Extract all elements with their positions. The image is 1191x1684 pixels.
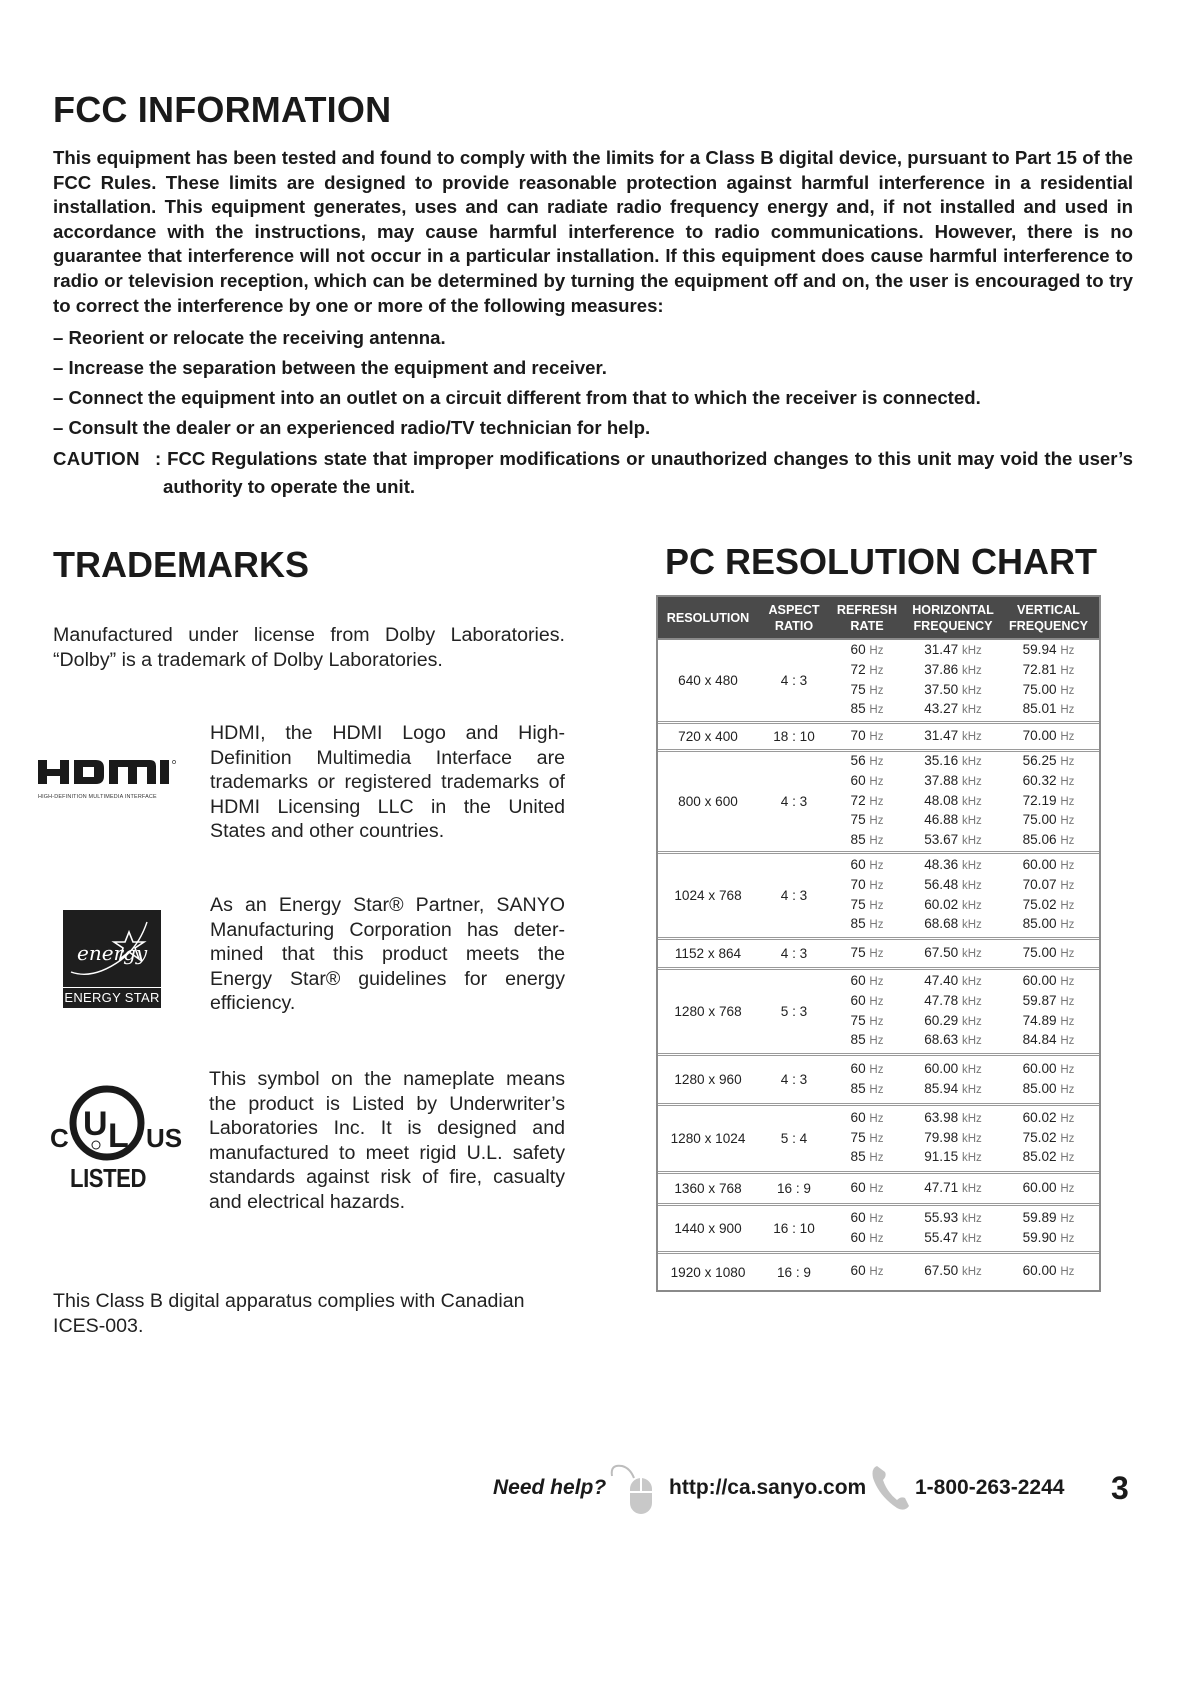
cell-horizontal-frequency (904, 1262, 1002, 1282)
refresh-value: 60 Hz (850, 1229, 884, 1245)
unit-label: kHz (961, 1112, 982, 1125)
refresh-value: 60 Hz (850, 772, 884, 788)
svg-text:energy: energy (77, 941, 148, 965)
unit-label: Hz (869, 756, 884, 768)
hfreq-value: 31.47 kHz (924, 727, 982, 743)
cell-vertical-frequency (1002, 1209, 1095, 1249)
svg-text:U: U (83, 1105, 108, 1143)
unit-label: Hz (1060, 1266, 1075, 1279)
hfreq-value: 79.98 kHz (924, 1129, 982, 1145)
unit-label: kHz (961, 975, 982, 988)
unit-label: Hz (1060, 1112, 1075, 1125)
vfreq-value: 85.00 Hz (1022, 916, 1075, 932)
hfreq-value: 63.98 kHz (924, 1109, 982, 1125)
cell-refresh (830, 944, 904, 964)
caution-text: : FCC Regulations state that improper modifications or unauthorized changes to this unit may void the user’s authority to operate the unit. (155, 448, 1133, 497)
unit-label: Hz (1060, 995, 1075, 1008)
vfreq-value: 60.00 Hz (1022, 1060, 1075, 1076)
caution-label: CAUTION (53, 448, 140, 469)
cell-resolution: 1152 x 864 (674, 946, 742, 961)
cell-aspect: 16 : 9 (776, 1264, 811, 1280)
hfreq-value: 60.00 kHz (924, 1060, 982, 1076)
hfreq-value: 68.68 kHz (924, 916, 982, 932)
ul-text: This symbol on the nameplate means the product is Listed by Underwriter’s Laboratories Inc. It is designed and manufactured to meet rigid U.L. safety standards against risk of fire, casualty and electrical hazards. (209, 1068, 565, 1213)
unit-label: kHz (961, 879, 982, 892)
unit-label: Hz (1060, 919, 1075, 932)
unit-label: Hz (1060, 684, 1075, 697)
cell-refresh (830, 1109, 904, 1168)
unit-label: Hz (1060, 730, 1075, 743)
cell-refresh (830, 1262, 904, 1282)
hfreq-value: 55.47 kHz (924, 1229, 982, 1245)
unit-label: kHz (961, 704, 982, 717)
unit-label: kHz (961, 919, 982, 932)
unit-label: kHz (961, 1083, 982, 1096)
table-row (658, 970, 1099, 1056)
fcc-title: FCC INFORMATION (53, 89, 392, 130)
table-row (658, 1206, 1099, 1254)
cell-horizontal-frequency (904, 1209, 1002, 1249)
refresh-value: 85 Hz (850, 916, 884, 932)
refresh-value: 75 Hz (850, 812, 884, 828)
table-row (658, 724, 1099, 752)
header-refresh (830, 602, 904, 634)
unit-label: Hz (1060, 1132, 1075, 1145)
unit-label: Hz (869, 947, 884, 960)
refresh-value: 60 Hz (850, 641, 884, 657)
unit-label: kHz (961, 775, 982, 788)
unit-label: Hz (1060, 1152, 1075, 1165)
vfreq-value: 75.00 Hz (1022, 681, 1075, 697)
hfreq-value: 85.94 kHz (924, 1080, 982, 1096)
table-body (658, 640, 1099, 1290)
refresh-value: 60 Hz (850, 1209, 884, 1225)
hdmi-logo-subtitle: HIGH-DEFINITION MULTIMEDIA INTERFACE (38, 794, 157, 800)
vfreq-value: 60.00 Hz (1022, 1179, 1075, 1195)
cell-horizontal-frequency (904, 944, 1002, 964)
fcc-measure: – Reorient or relocate the receiving antenna. (53, 327, 446, 348)
unit-label: Hz (869, 919, 884, 932)
refresh-value: 72 Hz (850, 792, 884, 808)
vfreq-value: 59.94 Hz (1022, 641, 1075, 657)
cell-refresh (830, 727, 904, 747)
ul-logo-us: US (146, 1123, 183, 1153)
table-row (658, 854, 1099, 940)
table-row (658, 1254, 1099, 1290)
unit-label: kHz (961, 1152, 982, 1165)
table-row (658, 640, 1099, 724)
hfreq-value: 53.67 kHz (924, 832, 982, 848)
refresh-value: 75 Hz (850, 896, 884, 912)
cell-aspect: 16 : 9 (776, 1181, 811, 1196)
unit-label: kHz (961, 947, 982, 960)
mouse-icon (608, 1462, 660, 1518)
hfreq-value: 37.88 kHz (924, 772, 982, 788)
cell-aspect: 16 : 10 (773, 1221, 815, 1236)
refresh-value: 60 Hz (850, 992, 884, 1008)
hfreq-value: 47.40 kHz (924, 972, 982, 988)
refresh-value: 75 Hz (850, 944, 884, 960)
support-phone[interactable]: 1-800-263-2244 (915, 1476, 1065, 1499)
vfreq-value: 85.06 Hz (1022, 832, 1075, 848)
unit-label: kHz (961, 1266, 982, 1279)
cell-resolution: 800 x 600 (678, 794, 738, 809)
unit-label: kHz (961, 1182, 982, 1195)
refresh-value: 60 Hz (850, 1109, 884, 1125)
hfreq-value: 43.27 kHz (924, 701, 982, 717)
cell-aspect: 4 : 3 (780, 888, 808, 903)
vfreq-value: 85.01 Hz (1022, 701, 1075, 717)
caution-block (53, 445, 1133, 501)
unit-label: Hz (869, 1112, 884, 1125)
header-resolution: RESOLUTION (666, 610, 750, 625)
header-vfreq-line: VERTICAL (1017, 602, 1080, 617)
cell-vertical-frequency (1002, 972, 1095, 1051)
unit-label: Hz (1060, 1182, 1075, 1195)
unit-label: kHz (961, 795, 982, 808)
cell-horizontal-frequency (904, 727, 1002, 747)
unit-label: kHz (961, 756, 982, 768)
hfreq-value: 56.48 kHz (924, 876, 982, 892)
unit-label: Hz (869, 1182, 884, 1195)
page-number: 3 (1111, 1470, 1129, 1506)
vfreq-value: 60.00 Hz (1022, 856, 1075, 872)
unit-label: Hz (1060, 775, 1075, 788)
canada-compliance-text: This Class B digital apparatus complies with Canadian ICES-003. (53, 1290, 525, 1337)
unit-label: Hz (1060, 795, 1075, 808)
refresh-value: 60 Hz (850, 972, 884, 988)
energy-star-label: ENERGY STAR (63, 987, 161, 1007)
unit-label: Hz (869, 775, 884, 788)
unit-label: Hz (1060, 859, 1075, 872)
unit-label: Hz (869, 1063, 884, 1076)
support-url[interactable]: http://ca.sanyo.com (669, 1476, 867, 1499)
unit-label: kHz (961, 644, 982, 657)
unit-label: kHz (961, 1232, 982, 1245)
cell-resolution: 1280 x 960 (674, 1072, 742, 1087)
cell-resolution: 720 x 400 (678, 729, 738, 744)
cell-refresh (830, 752, 904, 851)
vfreq-value: 85.00 Hz (1022, 1080, 1075, 1096)
unit-label: Hz (869, 1152, 884, 1165)
dolby-text: Manufactured under license from Dolby Laboratories. “Dolby” is a trademark of Dolby Laboratories. (53, 624, 565, 671)
phone-icon (869, 1462, 913, 1514)
unit-label: kHz (961, 1132, 982, 1145)
vfreq-value: 60.00 Hz (1022, 1263, 1075, 1279)
need-help-label: Need help? (493, 1476, 607, 1499)
cell-horizontal-frequency (904, 972, 1002, 1051)
cell-vertical-frequency (1002, 727, 1095, 747)
unit-label: Hz (869, 795, 884, 808)
energy-star-icon (63, 910, 161, 986)
header-hfreq-line: FREQUENCY (913, 618, 993, 633)
unit-label: Hz (1060, 1212, 1075, 1225)
refresh-value: 70 Hz (850, 727, 884, 743)
vfreq-value: 85.02 Hz (1022, 1149, 1075, 1165)
unit-label: kHz (961, 664, 982, 677)
header-aspect (758, 602, 830, 634)
header-vertical-frequency (1002, 602, 1095, 634)
vfreq-value: 59.87 Hz (1022, 992, 1075, 1008)
table-row (658, 1056, 1099, 1106)
cell-vertical-frequency (1002, 1109, 1095, 1168)
cell-resolution: 1024 x 768 (674, 888, 742, 903)
refresh-value: 85 Hz (850, 1080, 884, 1096)
fcc-measure: – Increase the separation between the equipment and receiver. (53, 357, 607, 378)
fcc-paragraph: This equipment has been tested and found to comply with the limits for a Class B digital device, pursuant to Part 15 of the FCC Rules. These limits are designed to provide reasonable protection against harmful interference in a residential installation. This equipment generates, uses and can radiate radio frequency energy and, if not installed and used in accordance with the instructions, may cause harmful interference to radio communications. However, there is no guarantee that interference will not occur in a particular installation. If this equipment does cause harmful interference to radio or television reception, which can be determined by turning the equipment off and on, the user is encouraged to try to correct the interference by one or more of the following measures: (53, 147, 1133, 316)
cell-refresh (830, 1209, 904, 1249)
unit-label: Hz (869, 975, 884, 988)
vfreq-value: 70.07 Hz (1022, 876, 1075, 892)
unit-label: Hz (1060, 1083, 1075, 1096)
cell-resolution: 1920 x 1080 (670, 1264, 746, 1280)
ul-listed-logo (50, 1083, 182, 1193)
unit-label: kHz (961, 1035, 982, 1048)
hfreq-value: 47.71 kHz (924, 1179, 982, 1195)
cell-vertical-frequency (1002, 1060, 1095, 1100)
hfreq-value: 68.63 kHz (924, 1032, 982, 1048)
fcc-measure: – Connect the equipment into an outlet on a circuit different from that to which the receiver is connected. (53, 387, 981, 408)
hdmi-text: HDMI, the HDMI Logo and High-Definition Multimedia Interface are trademarks or registered trademarks of HDMI Licensing LLC in the United States and other countries. (210, 722, 565, 842)
refresh-value: 72 Hz (850, 661, 884, 677)
unit-label: Hz (869, 899, 884, 912)
hfreq-value: 48.36 kHz (924, 856, 982, 872)
vfreq-value: 84.84 Hz (1022, 1032, 1075, 1048)
refresh-value: 60 Hz (850, 856, 884, 872)
unit-label: Hz (869, 644, 884, 657)
unit-label: kHz (961, 1063, 982, 1076)
unit-label: Hz (869, 730, 884, 743)
unit-label: Hz (869, 1266, 884, 1279)
hdmi-logo (38, 758, 188, 804)
table-row (658, 752, 1099, 854)
unit-label: kHz (961, 1015, 982, 1028)
hfreq-value: 37.86 kHz (924, 661, 982, 677)
unit-label: kHz (961, 899, 982, 912)
unit-label: Hz (1060, 947, 1075, 960)
unit-label: Hz (869, 815, 884, 828)
cell-resolution: 1440 x 900 (674, 1221, 742, 1236)
cell-refresh (830, 641, 904, 720)
refresh-value: 75 Hz (850, 681, 884, 697)
cell-vertical-frequency (1002, 856, 1095, 935)
refresh-value: 85 Hz (850, 832, 884, 848)
unit-label: kHz (961, 1212, 982, 1225)
unit-label: Hz (869, 879, 884, 892)
vfreq-value: 60.02 Hz (1022, 1109, 1075, 1125)
unit-label: Hz (869, 704, 884, 717)
cell-aspect: 4 : 3 (780, 794, 808, 809)
cell-resolution: 1280 x 768 (674, 1004, 742, 1019)
energy-star-logo (63, 910, 161, 1008)
unit-label: Hz (1060, 664, 1075, 677)
vfreq-value: 75.02 Hz (1022, 1129, 1075, 1145)
unit-label: Hz (869, 664, 884, 677)
cell-horizontal-frequency (904, 1060, 1002, 1100)
vfreq-value: 59.89 Hz (1022, 1209, 1075, 1225)
cell-vertical-frequency (1002, 1179, 1095, 1199)
svg-text:L: L (108, 1117, 129, 1155)
table-header (658, 597, 1099, 640)
unit-label: Hz (1060, 644, 1075, 657)
cell-horizontal-frequency (904, 641, 1002, 720)
unit-label: Hz (869, 1035, 884, 1048)
hfreq-value: 67.50 kHz (924, 944, 982, 960)
vfreq-value: 60.32 Hz (1022, 772, 1075, 788)
cell-resolution: 640 x 480 (678, 673, 738, 688)
unit-label: kHz (961, 684, 982, 697)
hfreq-value: 46.88 kHz (924, 812, 982, 828)
unit-label: Hz (1060, 1232, 1075, 1245)
cell-aspect: 4 : 3 (780, 673, 808, 688)
unit-label: Hz (1060, 899, 1075, 912)
hfreq-value: 48.08 kHz (924, 792, 982, 808)
refresh-value: 85 Hz (850, 1032, 884, 1048)
hfreq-value: 60.29 kHz (924, 1012, 982, 1028)
unit-label: Hz (869, 1212, 884, 1225)
table-row (658, 1106, 1099, 1174)
refresh-value: 75 Hz (850, 1012, 884, 1028)
energy-star-text: As an Energy Star® Partner, SANYO Manufacturing Corporation has deter-mined that this product meets the Energy Star® guidelines for energy efficiency. (210, 894, 565, 1014)
unit-label: Hz (869, 684, 884, 697)
unit-label: Hz (1060, 975, 1075, 988)
unit-label: kHz (961, 815, 982, 828)
cell-vertical-frequency (1002, 641, 1095, 720)
unit-label: kHz (961, 859, 982, 872)
unit-label: Hz (1060, 1015, 1075, 1028)
header-horizontal-frequency (904, 602, 1002, 634)
cell-horizontal-frequency (904, 752, 1002, 851)
unit-label: kHz (961, 995, 982, 1008)
cell-aspect: 18 : 10 (773, 729, 815, 744)
cell-refresh (830, 856, 904, 935)
ul-logo-listed: LISTED (70, 1163, 147, 1193)
vfreq-value: 75.00 Hz (1022, 944, 1075, 960)
cell-refresh (830, 972, 904, 1051)
header-refresh-line: REFRESH (836, 602, 898, 617)
hfreq-value: 47.78 kHz (924, 992, 982, 1008)
hdmi-logo-mark (38, 758, 188, 788)
header-vfreq-line: FREQUENCY (1008, 618, 1089, 633)
refresh-value: 60 Hz (850, 1060, 884, 1076)
unit-label: Hz (869, 1132, 884, 1145)
cell-vertical-frequency (1002, 1262, 1095, 1282)
hfreq-value: 55.93 kHz (924, 1209, 982, 1225)
cell-horizontal-frequency (904, 856, 1002, 935)
header-aspect-line: RATIO (774, 618, 814, 633)
unit-label: Hz (1060, 704, 1075, 717)
vfreq-value: 72.19 Hz (1022, 792, 1075, 808)
header-hfreq-line: HORIZONTAL (912, 602, 994, 617)
trademarks-title: TRADEMARKS (53, 544, 309, 585)
vfreq-value: 72.81 Hz (1022, 661, 1075, 677)
cell-horizontal-frequency (904, 1109, 1002, 1168)
header-aspect-line: ASPECT (768, 602, 820, 617)
refresh-value: 85 Hz (850, 1149, 884, 1165)
refresh-value: 60 Hz (850, 1263, 884, 1279)
unit-label: Hz (1060, 835, 1075, 848)
unit-label: kHz (961, 835, 982, 848)
unit-label: Hz (869, 1083, 884, 1096)
unit-label: Hz (1060, 815, 1075, 828)
refresh-value: 60 Hz (850, 1179, 884, 1195)
vfreq-value: 70.00 Hz (1022, 727, 1075, 743)
table-row (658, 1174, 1099, 1206)
refresh-value: 85 Hz (850, 701, 884, 717)
hfreq-value: 37.50 kHz (924, 681, 982, 697)
refresh-value: 56 Hz (850, 753, 884, 768)
cell-vertical-frequency (1002, 944, 1095, 964)
unit-label: Hz (1060, 756, 1075, 768)
unit-label: Hz (869, 835, 884, 848)
unit-label: Hz (869, 1015, 884, 1028)
unit-label: Hz (869, 995, 884, 1008)
cell-aspect: 5 : 4 (780, 1131, 808, 1146)
cell-resolution: 1360 x 768 (674, 1181, 742, 1196)
hfreq-value: 31.47 kHz (924, 641, 982, 657)
unit-label: Hz (869, 1232, 884, 1245)
cell-aspect: 5 : 3 (780, 1004, 808, 1019)
cell-refresh (830, 1060, 904, 1100)
resolution-table (656, 595, 1101, 1292)
cell-aspect: 4 : 3 (780, 946, 808, 961)
unit-label: Hz (1060, 879, 1075, 892)
vfreq-value: 75.02 Hz (1022, 896, 1075, 912)
hfreq-value: 60.02 kHz (924, 896, 982, 912)
cell-resolution: 1280 x 1024 (670, 1131, 746, 1146)
header-refresh-line: RATE (850, 618, 884, 633)
cell-horizontal-frequency (904, 1179, 1002, 1199)
ul-logo-c: C (50, 1123, 69, 1153)
vfreq-value: 59.90 Hz (1022, 1229, 1075, 1245)
unit-label: Hz (1060, 1035, 1075, 1048)
cell-refresh (830, 1179, 904, 1199)
hfreq-value: 91.15 kHz (924, 1149, 982, 1165)
cell-aspect: 4 : 3 (780, 1072, 808, 1087)
refresh-value: 75 Hz (850, 1129, 884, 1145)
cell-vertical-frequency (1002, 752, 1095, 851)
table-row (658, 940, 1099, 970)
resolution-chart-title: PC RESOLUTION CHART (665, 541, 1097, 582)
unit-label: Hz (1060, 1063, 1075, 1076)
hfreq-value: 67.50 kHz (924, 1263, 982, 1279)
vfreq-value: 56.25 Hz (1022, 753, 1075, 768)
vfreq-value: 60.00 Hz (1022, 972, 1075, 988)
hfreq-value: 35.16 kHz (924, 753, 982, 768)
refresh-value: 70 Hz (850, 876, 884, 892)
fcc-measure: – Consult the dealer or an experienced radio/TV technician for help. (53, 417, 651, 438)
unit-label: kHz (961, 730, 982, 743)
vfreq-value: 75.00 Hz (1022, 812, 1075, 828)
vfreq-value: 74.89 Hz (1022, 1012, 1075, 1028)
unit-label: Hz (869, 859, 884, 872)
